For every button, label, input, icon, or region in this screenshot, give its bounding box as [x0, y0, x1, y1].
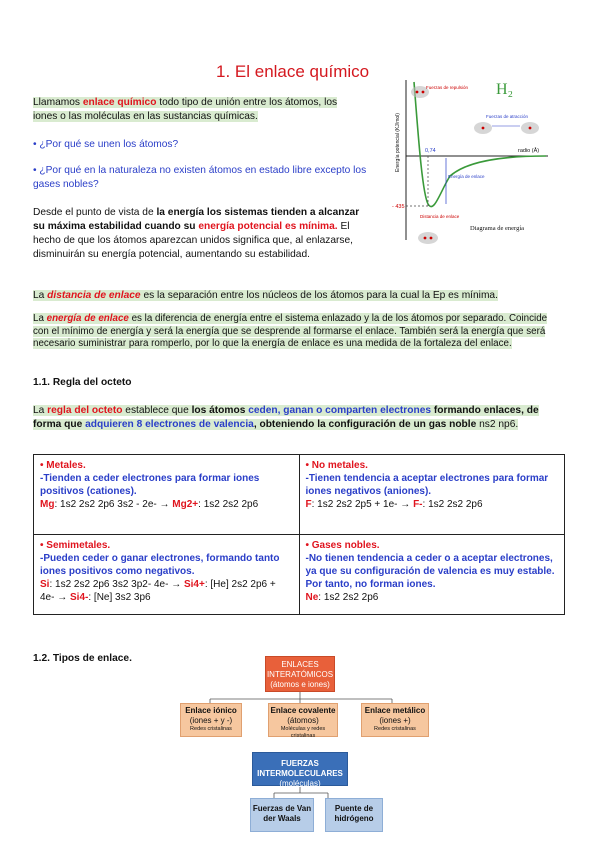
distance-text-a: La: [33, 290, 48, 301]
bond-energy-label: Energía de enlace: [448, 174, 485, 179]
molecule-label: H₂: [496, 81, 514, 98]
bond-energy-paragraph: [33, 313, 565, 351]
intro-paragraph: [33, 96, 363, 124]
nonmetals-body: -Tienen tendencia a aceptar electrones para formar iones negativos (aniones).: [305, 473, 549, 497]
ionic-title: Enlace iónico: [185, 706, 237, 715]
van-der-waals-box: Fuerzas de Van der Waals: [250, 798, 314, 832]
metals-conf: [40, 498, 293, 511]
bonded-atoms: [418, 232, 438, 244]
ionic-bond-box: [180, 703, 242, 737]
nucleus-icon: [482, 127, 485, 130]
bond-distance-label: Distancia de enlace: [420, 214, 460, 219]
metals-element: Mg: [40, 499, 55, 510]
section-title-octet: 1.1. Regla del octeto: [33, 377, 132, 388]
octet-paragraph: [33, 404, 568, 432]
metals-conf2: : 1s2 2s2 2p6: [198, 499, 259, 510]
semimetals-conf2: : [He] 2s2 2p6 + 4e- →: [40, 579, 276, 603]
interatomic-bonds-box: [265, 656, 335, 692]
intro-text-a: Llamamos: [33, 97, 83, 108]
x-axis-label: radio (Å): [518, 148, 540, 154]
intermolecular-forces-box: [252, 752, 348, 786]
bond-energy-text-b: es la diferencia de energía entre el sistema enlazado y la de los átomos por separado. Coincide con el mínimo de energía y será la energía que se desprende al formarse el enlace. También será la energía que será necesario suministrar para romperlo, por lo que la energía de enlace es una medida de la fortaleza del enlace.: [33, 313, 548, 349]
intro-text: [33, 97, 337, 122]
semimetals-head: • Semimetales.: [40, 540, 111, 551]
r0-label: 0,74: [425, 148, 436, 154]
element-types-table: [33, 454, 565, 615]
metallic-sub: (iones +): [379, 716, 411, 725]
y-axis-label: Energía potencial (KJ/mol): [395, 113, 401, 172]
covalent-small: Moléculas y redes cristalinas: [280, 726, 326, 739]
metallic-bond-box: [361, 703, 429, 737]
cell-nonmetals: [299, 455, 565, 535]
nonmetals-conf2: : 1s2 2s2 2p6: [422, 499, 483, 510]
emin-label: - 435: [392, 204, 405, 210]
noble-element: Ne: [305, 592, 319, 603]
section-title-bond-types: 1.2. Tipos de enlace.: [33, 653, 132, 664]
octet-text-h: ns2 np6.: [476, 419, 519, 430]
octet-text-a: La: [33, 405, 48, 416]
term-distancia: distancia de enlace: [47, 290, 141, 301]
question-2: • ¿Por qué en la naturaleza no existen átomos en estado libre excepto los gases nobles?: [33, 165, 367, 190]
semimetals-conf1: : 1s2 2s2 2p6 3s2 3p2- 4e- →: [49, 579, 184, 590]
intermolecular-title: FUERZAS INTERMOLECULARES: [257, 759, 343, 778]
nonmetals-element: F: [305, 499, 312, 510]
term-energia-potencial: energía potencial es mínima.: [198, 221, 338, 232]
distance-text-b: es la separación entre los núcleos de los átomos para la cual la Ep es mínima.: [140, 290, 498, 301]
semimetals-ion1: Si4+: [183, 579, 205, 590]
interatomic-sub: (átomos e iones): [270, 680, 330, 689]
octet-text-c: los átomos: [191, 405, 249, 416]
nonmetals-head: • No metales.: [305, 460, 368, 471]
bond-energy-text-a: La: [33, 313, 47, 324]
semimetals-conf3: : [Ne] 3s2 3p6: [88, 592, 151, 603]
octet-text-d: ceden, ganan o comparten electrones: [248, 405, 432, 416]
energy-diagram: [388, 72, 560, 248]
nucleus-icon: [529, 127, 532, 130]
metals-head: • Metales.: [40, 460, 86, 471]
attraction-label: Fuerzas de atracción: [486, 114, 529, 119]
energy-text-a: Desde el punto de vista de: [33, 207, 157, 218]
noble-conf-text: : 1s2 2s2 2p6: [318, 592, 379, 603]
nucleus-icon: [422, 91, 425, 94]
ionic-small: Redes cristalinas: [190, 726, 232, 732]
nonmetals-conf1: : 1s2 2s2 2p5 + 1e- →: [311, 499, 414, 510]
cell-noble-gases: [299, 535, 565, 615]
octet-text-f: adquieren 8 electrones de valencia: [85, 419, 254, 430]
cell-metals: [34, 455, 300, 535]
potential-curve: [414, 82, 546, 207]
covalent-sub: (átomos): [287, 716, 319, 725]
semimetals-ion2: Si4-: [70, 592, 89, 603]
metallic-small: Redes cristalinas: [374, 726, 416, 732]
semimetals-body: -Pueden ceder o ganar electrones, formando tanto iones positivos como negativos.: [40, 553, 280, 577]
nonmetals-ion: F-: [413, 499, 423, 510]
covalent-title: Enlace covalente: [270, 706, 336, 715]
page-title: 1. El enlace químico: [216, 62, 370, 81]
octet-text-b: establece que: [122, 405, 192, 416]
nucleus-icon: [416, 91, 419, 94]
semimetals-element: Si: [40, 579, 50, 590]
nucleus-icon: [430, 237, 433, 240]
energy-paragraph: [33, 206, 368, 262]
intermolecular-sub: (moléculas): [279, 779, 321, 788]
diagram-caption: Diagrama de energía: [470, 225, 525, 232]
ionic-sub: (iones + y -): [189, 716, 233, 725]
metallic-title: Enlace metálico: [364, 706, 426, 715]
term-regla-octeto: regla del octeto: [47, 405, 123, 416]
question-1: • ¿Por qué se unen los átomos?: [33, 139, 179, 150]
term-enlace-quimico: enlace químico: [82, 97, 157, 108]
octet-text-g: , obteniendo la configuración de un gas noble: [253, 419, 477, 430]
nonmetals-conf: [306, 498, 559, 511]
energy-text-d: El hecho de que los átomos aparezcan unidos significa que, al enlazarse, disminuirán su energía potencial, aumentando su estabilidad.: [33, 221, 353, 260]
repulsion-label: Fuerzas de repulsión: [426, 85, 469, 90]
nucleus-icon: [424, 237, 427, 240]
intro-text-b: todo tipo de unión entre los átomos, los iones o las moléculas en las sustancias químicas.: [33, 97, 338, 122]
distance-paragraph: [33, 289, 565, 303]
noble-body: -No tienen tendencia a ceder o a aceptar electrones, ya que su configuración de valencia es muy estable. Por tanto, no forman iones.: [305, 553, 555, 590]
covalent-bond-box: [268, 703, 338, 737]
term-energia-enlace: energía de enlace: [46, 313, 129, 324]
interatomic-title: ENLACES INTERATÓMICOS: [266, 660, 334, 679]
metals-conf1: : 1s2 2s2 2p6 3s2 - 2e- →: [54, 499, 173, 510]
semimetals-conf: [40, 578, 293, 604]
metals-body: -Tienden a ceder electrones para formar iones positivos (cationes).: [40, 473, 260, 497]
energy-text-bold: la energía los sistemas tienden a alcanzar su máxima estabilidad cuando su: [33, 207, 360, 232]
cell-semimetals: [34, 535, 300, 615]
octet-text-e: formando enlaces, de forma que: [33, 405, 539, 430]
noble-conf: [306, 591, 559, 604]
hydrogen-bond-box: Puente de hidrógeno: [325, 798, 383, 832]
noble-head: • Gases nobles.: [305, 540, 380, 551]
metals-ion: Mg2+: [172, 499, 199, 510]
